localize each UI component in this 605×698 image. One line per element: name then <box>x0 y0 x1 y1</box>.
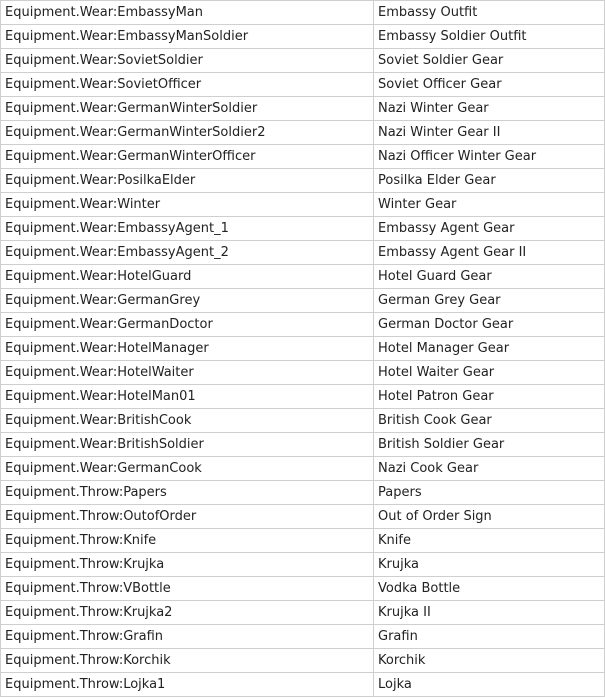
table-row <box>1 601 605 625</box>
equipment-key-cell: Equipment.Wear:EmbassyMan <box>1 1 374 25</box>
table-row <box>1 265 605 289</box>
equipment-key-cell: Equipment.Wear:EmbassyManSoldier <box>1 25 374 49</box>
equipment-name-cell: Grafin <box>374 625 605 649</box>
equipment-name-cell: Krujka <box>374 553 605 577</box>
equipment-key-cell: Equipment.Wear:PosilkaElder <box>1 169 374 193</box>
table-row <box>1 121 605 145</box>
equipment-key-cell: Equipment.Wear:GermanWinterSoldier2 <box>1 121 374 145</box>
table-row <box>1 673 605 697</box>
table-row <box>1 193 605 217</box>
equipment-name-cell: Nazi Winter Gear II <box>374 121 605 145</box>
equipment-name-cell: Krujka II <box>374 601 605 625</box>
equipment-key-cell: Equipment.Throw:Grafin <box>1 625 374 649</box>
equipment-name-cell: Embassy Agent Gear II <box>374 241 605 265</box>
equipment-key-cell: Equipment.Throw:Lojka1 <box>1 673 374 697</box>
table-row <box>1 649 605 673</box>
table-row <box>1 289 605 313</box>
equipment-name-cell: British Soldier Gear <box>374 433 605 457</box>
equipment-name-cell: Soviet Soldier Gear <box>374 49 605 73</box>
equipment-name-cell: Hotel Guard Gear <box>374 265 605 289</box>
equipment-name-cell: Lojka <box>374 673 605 697</box>
table-row <box>1 25 605 49</box>
equipment-name-cell: Out of Order Sign <box>374 505 605 529</box>
equipment-name-cell: Hotel Waiter Gear <box>374 361 605 385</box>
equipment-name-cell: British Cook Gear <box>374 409 605 433</box>
table-row <box>1 361 605 385</box>
equipment-key-cell: Equipment.Wear:EmbassyAgent_1 <box>1 217 374 241</box>
equipment-key-cell: Equipment.Wear:EmbassyAgent_2 <box>1 241 374 265</box>
equipment-name-cell: Embassy Outfit <box>374 1 605 25</box>
equipment-key-cell: Equipment.Throw:Korchik <box>1 649 374 673</box>
equipment-key-cell: Equipment.Wear:HotelGuard <box>1 265 374 289</box>
table-row <box>1 49 605 73</box>
equipment-key-cell: Equipment.Wear:SovietOfficer <box>1 73 374 97</box>
equipment-key-cell: Equipment.Wear:GermanWinterSoldier <box>1 97 374 121</box>
table-row <box>1 433 605 457</box>
equipment-name-cell: Vodka Bottle <box>374 577 605 601</box>
equipment-key-cell: Equipment.Throw:VBottle <box>1 577 374 601</box>
table-row <box>1 409 605 433</box>
equipment-key-cell: Equipment.Throw:Krujka <box>1 553 374 577</box>
equipment-name-cell: Nazi Officer Winter Gear <box>374 145 605 169</box>
table-row <box>1 481 605 505</box>
equipment-name-cell: Embassy Soldier Outfit <box>374 25 605 49</box>
equipment-name-cell: Nazi Winter Gear <box>374 97 605 121</box>
equipment-key-cell: Equipment.Throw:OutofOrder <box>1 505 374 529</box>
equipment-name-cell: Nazi Cook Gear <box>374 457 605 481</box>
equipment-name-cell: Posilka Elder Gear <box>374 169 605 193</box>
equipment-key-cell: Equipment.Wear:HotelManager <box>1 337 374 361</box>
equipment-key-cell: Equipment.Wear:SovietSoldier <box>1 49 374 73</box>
table-row <box>1 457 605 481</box>
equipment-key-cell: Equipment.Throw:Knife <box>1 529 374 553</box>
equipment-name-cell: Korchik <box>374 649 605 673</box>
equipment-key-cell: Equipment.Wear:GermanDoctor <box>1 313 374 337</box>
equipment-key-cell: Equipment.Throw:Papers <box>1 481 374 505</box>
equipment-key-cell: Equipment.Throw:Krujka2 <box>1 601 374 625</box>
equipment-key-cell: Equipment.Wear:GermanCook <box>1 457 374 481</box>
equipment-name-cell: Hotel Manager Gear <box>374 337 605 361</box>
table-row <box>1 385 605 409</box>
equipment-name-cell: Knife <box>374 529 605 553</box>
equipment-key-cell: Equipment.Wear:BritishSoldier <box>1 433 374 457</box>
equipment-name-cell: Embassy Agent Gear <box>374 217 605 241</box>
table-row <box>1 169 605 193</box>
equipment-name-cell: Winter Gear <box>374 193 605 217</box>
table-row <box>1 97 605 121</box>
equipment-name-cell: Papers <box>374 481 605 505</box>
table-row <box>1 577 605 601</box>
table-row <box>1 145 605 169</box>
equipment-name-cell: Hotel Patron Gear <box>374 385 605 409</box>
table-row <box>1 1 605 25</box>
equipment-name-cell: Soviet Officer Gear <box>374 73 605 97</box>
equipment-key-cell: Equipment.Wear:HotelWaiter <box>1 361 374 385</box>
equipment-name-cell: German Doctor Gear <box>374 313 605 337</box>
equipment-key-cell: Equipment.Wear:Winter <box>1 193 374 217</box>
table-row <box>1 553 605 577</box>
table-row <box>1 337 605 361</box>
table-row <box>1 241 605 265</box>
table-row <box>1 625 605 649</box>
equipment-key-cell: Equipment.Wear:GermanWinterOfficer <box>1 145 374 169</box>
table-row <box>1 529 605 553</box>
equipment-name-cell: German Grey Gear <box>374 289 605 313</box>
table-row <box>1 313 605 337</box>
equipment-key-cell: Equipment.Wear:GermanGrey <box>1 289 374 313</box>
table-row <box>1 217 605 241</box>
table-row <box>1 505 605 529</box>
equipment-key-cell: Equipment.Wear:HotelMan01 <box>1 385 374 409</box>
table-row <box>1 73 605 97</box>
equipment-table-body <box>1 1 605 697</box>
equipment-key-cell: Equipment.Wear:BritishCook <box>1 409 374 433</box>
